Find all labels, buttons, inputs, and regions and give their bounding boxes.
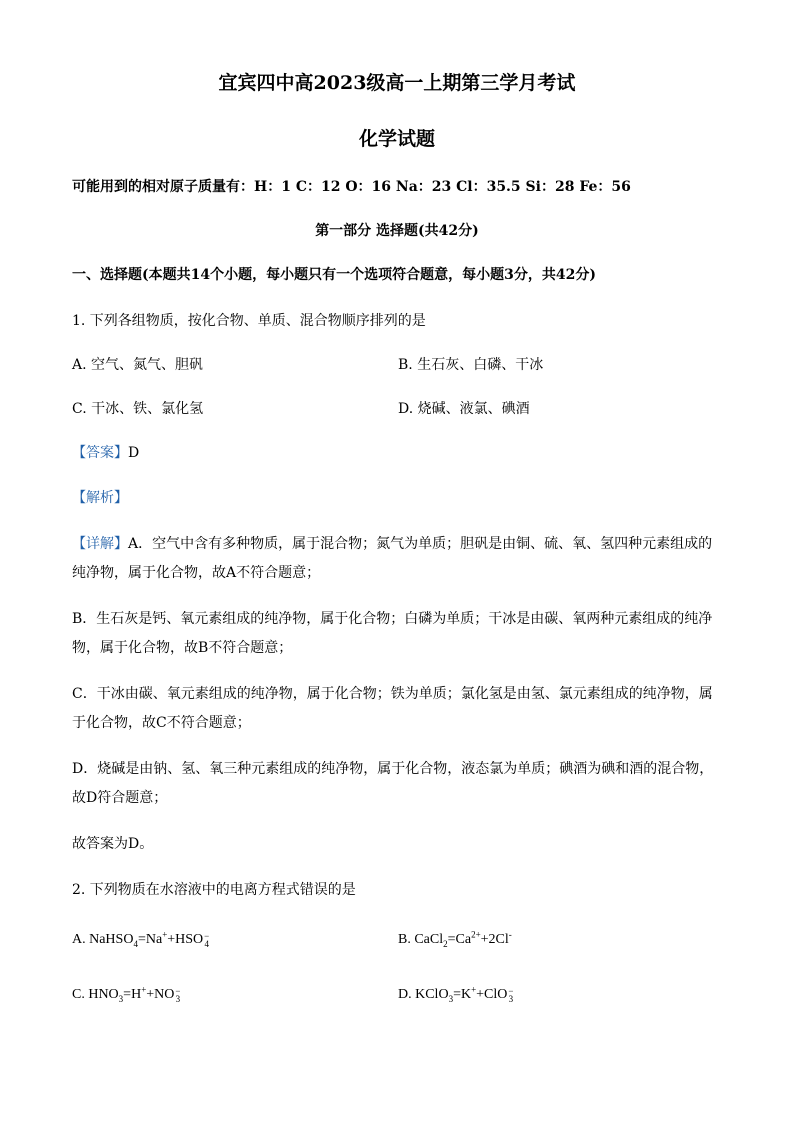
section-heading: 第一部分 选择题(共42分): [315, 223, 479, 239]
question-1-stem: 1. 下列各组物质，按化合物、单质、混合物顺序排列的是: [72, 313, 426, 329]
detail-line-6: 于化合物，故C不符合题意；: [72, 715, 251, 731]
detail-label: 【详解】: [72, 536, 128, 552]
detail-line-8: 故D符合题意；: [72, 790, 168, 806]
analysis-label: 【解析】: [72, 490, 128, 506]
question-2-option-c: C. $HNO_3=H^++NO$ − 3: [72, 984, 181, 1004]
question-2-stem: 2. 下列物质在水溶液中的电离方程式错误的是: [72, 882, 356, 898]
answer-value: D: [128, 445, 140, 461]
question-1-option-a: A. 空气、氮气、胆矾: [72, 357, 204, 373]
question-1-option-c: C. 干冰、铁、氯化氢: [72, 401, 204, 417]
detail-line-1: 【详解】A．空气中含有多种物质，属于混合物；氮气为单质；胆矾是由铜、硫、氧、氢四种元素组成的: [72, 536, 713, 552]
detail-line-3: B．生石灰是钙、氧元素组成的纯净物，属于化合物；白磷为单质；干冰是由碳、氧两种元素组成的纯净: [72, 611, 713, 627]
question-1-option-b: B. 生石灰、白磷、干冰: [398, 357, 544, 373]
exam-title: 宜宾四中高2023级高一上期第三学月考试: [218, 72, 576, 94]
question-2-option-d: D. KClO$_3$=K++ClO − 3: [398, 984, 514, 1004]
detail-line-4: 物，属于化合物，故B不符合题意；: [72, 640, 293, 656]
atomic-masses-line: 可能用到的相对原子质量有：H：1 C：12 O：16 Na：23 Cl：35.5 Si：28 Fe：56: [72, 179, 631, 195]
subject-title: 化学试题: [358, 128, 435, 150]
answer-label: 【答案】: [72, 445, 128, 461]
detail-line-7: D．烧碱是由钠、氢、氧三种元素组成的纯净物，属于化合物，液态氯为单质；碘酒为碘和酒的混合物，: [72, 761, 714, 777]
question-2-option-a: A. NaHSO$_4$=Na++HSO − 4: [72, 929, 210, 949]
section-instructions: 一、选择题(本题共14个小题，每小题只有一个选项符合题意，每小题3分，共42分): [72, 267, 596, 283]
detail-conclusion: 故答案为D。: [72, 836, 154, 852]
question-2-option-b: B. $CaCl_2=Ca^{2+}+2Cl^-$: [398, 929, 512, 949]
answer-line: [72, 444, 139, 462]
detail-line-2: 纯净物，属于化合物，故A不符合题意；: [72, 565, 321, 581]
detail-line-5: C．干冰由碳、氧元素组成的纯净物，属于化合物；铁为单质；氯化氢是由氢、氯元素组成的纯净物，属: [72, 686, 713, 702]
question-1-option-d: D. 烧碱、液氯、碘酒: [398, 401, 530, 417]
